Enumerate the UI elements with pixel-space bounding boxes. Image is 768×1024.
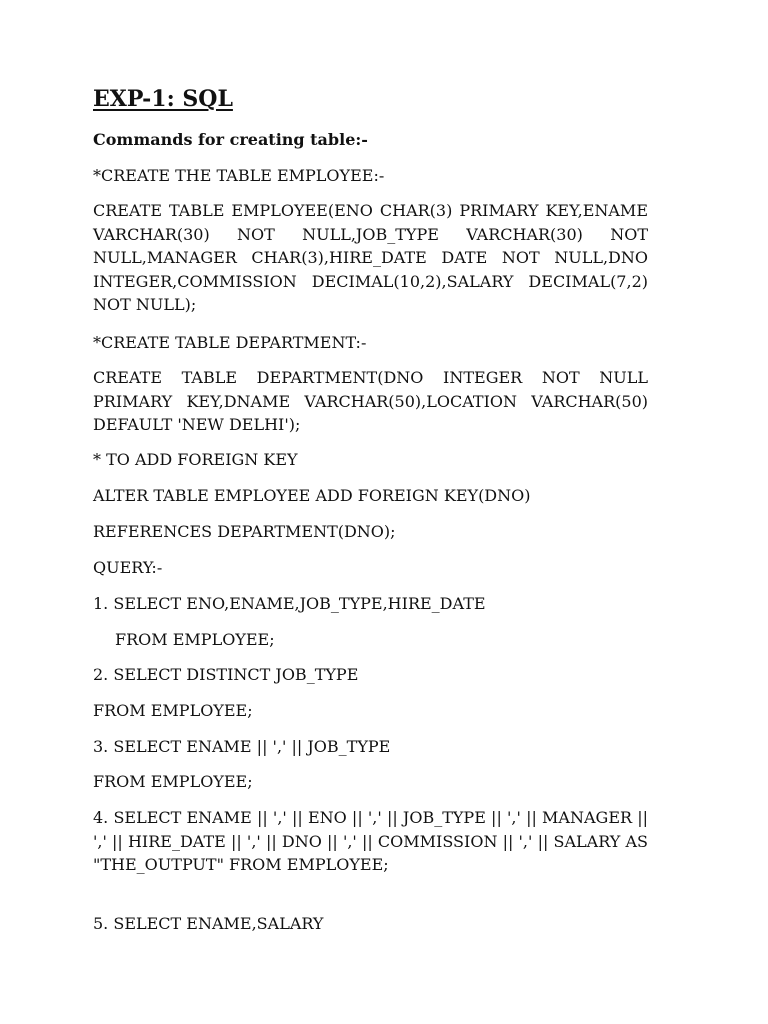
query-heading: QUERY:-: [93, 558, 163, 577]
query-5-select: 5. SELECT ENAME,SALARY: [93, 914, 324, 933]
references-statement: REFERENCES DEPARTMENT(DNO);: [93, 522, 396, 541]
subtitle: Commands for creating table:-: [93, 130, 368, 149]
heading-department: *CREATE TABLE DEPARTMENT:-: [93, 333, 367, 352]
query-2-from: FROM EMPLOYEE;: [93, 701, 253, 720]
query-1-from: FROM EMPLOYEE;: [115, 630, 275, 649]
query-2-select: 2. SELECT DISTINCT JOB_TYPE: [93, 665, 359, 684]
heading-foreign-key: * TO ADD FOREIGN KEY: [93, 450, 298, 469]
alter-table-statement: ALTER TABLE EMPLOYEE ADD FOREIGN KEY(DNO): [93, 486, 531, 505]
query-4: 4. SELECT ENAME || ',' || ENO || ',' || JOB_TYPE || ',' || MANAGER || ',' || HIRE_DATE || ',' || DNO || ',' || COMMISSION || ',' || SALARY AS "THE_OUTPUT" FROM EMPLOYEE;: [93, 808, 648, 875]
query-1-select: 1. SELECT ENO,ENAME,JOB_TYPE,HIRE_DATE: [93, 594, 486, 613]
heading-employee: *CREATE THE TABLE EMPLOYEE:-: [93, 166, 385, 185]
create-employee-statement: CREATE TABLE EMPLOYEE(ENO CHAR(3) PRIMARY KEY,ENAME VARCHAR(30) NOT NULL,JOB_TYPE VARCHAR(30) NOT NULL,MANAGER CHAR(3),HIRE_DATE DATE NOT NULL,DNO INTEGER,COMMISSION DECIMAL(10,2),SALARY DECIMAL(7,2) NOT NULL);: [93, 201, 648, 315]
query-3-from: FROM EMPLOYEE;: [93, 772, 253, 791]
query-3-select: 3. SELECT ENAME || ',' || JOB_TYPE: [93, 737, 391, 756]
create-department-statement: CREATE TABLE DEPARTMENT(DNO INTEGER NOT NULL PRIMARY KEY,DNAME VARCHAR(50),LOCATION VARCHAR(50) DEFAULT 'NEW DELHI');: [93, 368, 648, 435]
page-title: EXP-1: SQL: [93, 86, 233, 112]
